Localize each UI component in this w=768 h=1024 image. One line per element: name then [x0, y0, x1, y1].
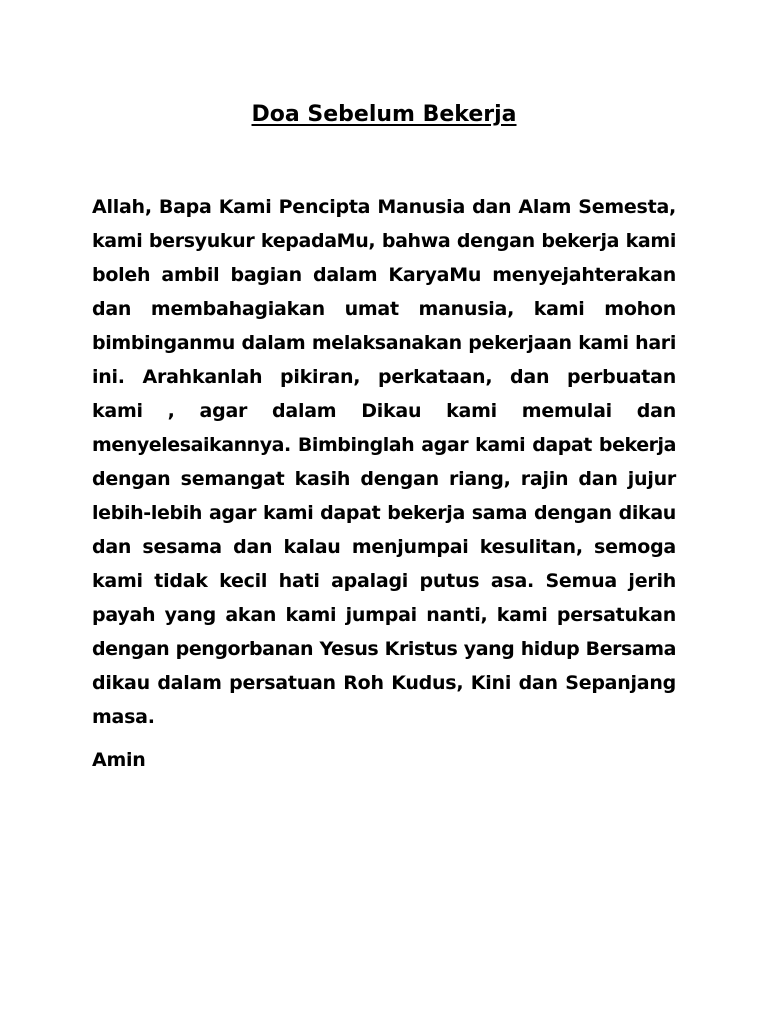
- paragraph-line: payah yang akan kami jumpai nanti, kami persatukan: [92, 604, 676, 626]
- paragraph-line: boleh ambil bagian dalam KaryaMu menyejahterakan: [92, 264, 676, 286]
- paragraph-line: masa.: [92, 706, 155, 728]
- paragraph-line: dengan semangat kasih dengan riang, rajin dan jujur: [92, 468, 676, 490]
- paragraph-line: dengan pengorbanan Yesus Kristus yang hidup Bersama: [92, 638, 676, 660]
- document-title: Doa Sebelum Bekerja: [251, 102, 517, 127]
- paragraph-line: menyelesaikannya. Bimbinglah agar kami dapat bekerja: [92, 434, 676, 456]
- paragraph-line: kami bersyukur kepadaMu, bahwa dengan bekerja kami: [92, 230, 676, 252]
- paragraph-line: dan sesama dan kalau menjumpai kesulitan, semoga: [92, 536, 676, 558]
- closing-word: Amin: [92, 749, 146, 771]
- paragraph-line: lebih-lebih agar kami dapat bekerja sama dengan dikau: [92, 502, 676, 524]
- paragraph-line: ini. Arahkanlah pikiran, perkataan, dan perbuatan: [92, 366, 676, 388]
- paragraph-line: dikau dalam persatuan Roh Kudus, Kini dan Sepanjang: [92, 672, 676, 694]
- paragraph-line: kami tidak kecil hati apalagi putus asa. Semua jerih: [92, 570, 676, 592]
- paragraph-line: dan membahagiakan umat manusia, kami mohon: [92, 298, 676, 320]
- paragraph-line: kami , agar dalam Dikau kami memulai dan: [92, 400, 676, 422]
- prayer-paragraph: [92, 190, 676, 734]
- paragraph-line: Allah, Bapa Kami Pencipta Manusia dan Alam Semesta,: [92, 196, 676, 218]
- paragraph-line: bimbinganmu dalam melaksanakan pekerjaan kami hari: [92, 332, 676, 354]
